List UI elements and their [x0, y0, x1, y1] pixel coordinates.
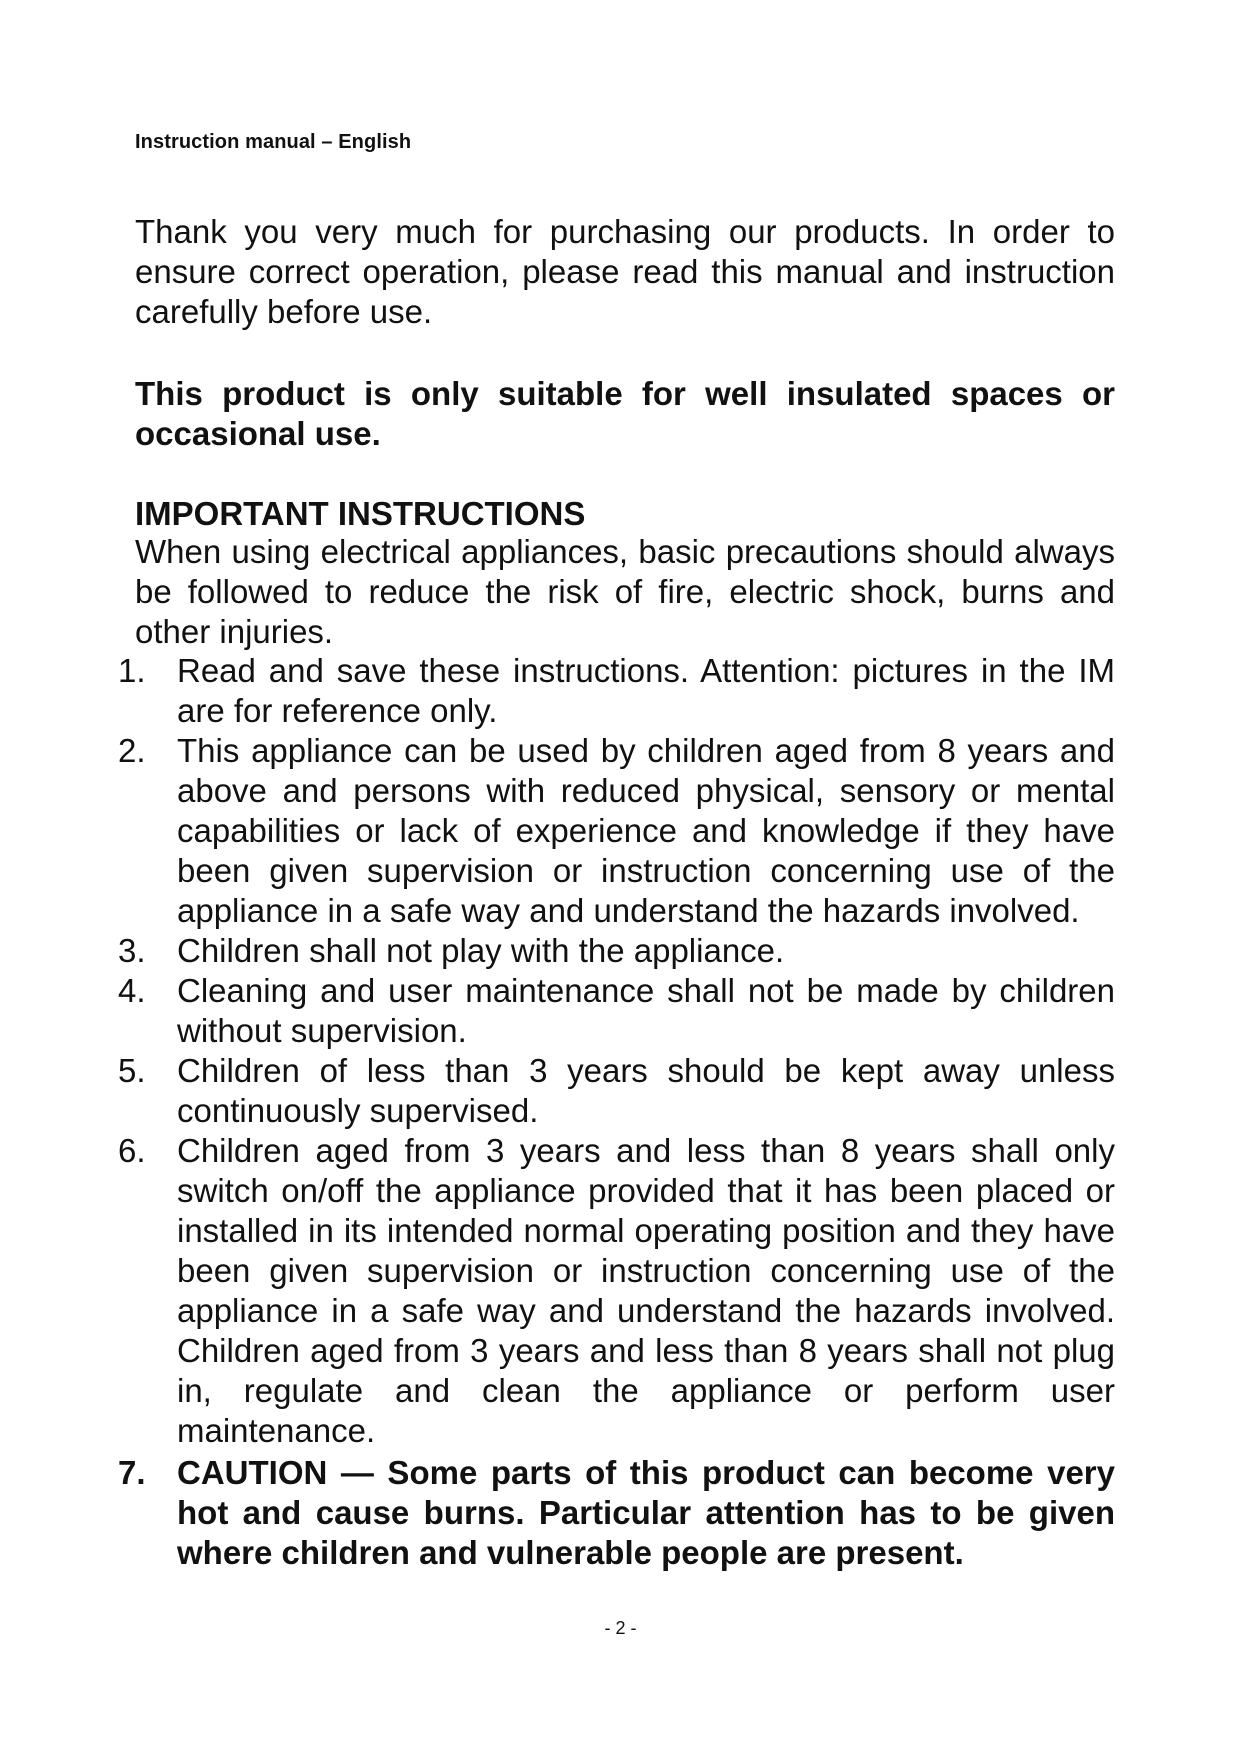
document-header: Instruction manual – English [135, 131, 412, 153]
suitability-notice: This product is only suitable for well insulated spaces or occasional use. [135, 375, 1115, 452]
intro-paragraph: Thank you very much for purchasing our products. In order to ensure correct operation, please read this manual and instruction carefully before use. [135, 213, 1115, 330]
list-item-number: 6. [118, 1132, 146, 1169]
list-item-number: 3. [118, 932, 146, 969]
list-item-text: Children of less than 3 years should be kept away unless continuously supervised. [177, 1052, 1115, 1129]
list-item-text: This appliance can be used by children aged from 8 years and above and persons with reduced physical, sensory or mental capabilities or lack of experience and knowledge if they have been given supervision or instruction concerning use of the appliance in a safe way and understand the hazards involved. [177, 732, 1115, 929]
list-item-number: 7. [118, 1454, 146, 1491]
list-item-text: Children aged from 3 years and less than 8 years shall only switch on/off the appliance provided that it has been placed or installed in its intended normal operating position and they have been given supervision or instruction concerning use of the appliance in a safe way and understand the hazards involved. Children aged from 3 years and less than 8 years shall not plug in, regulate and clean the appliance or perform user maintenance. [177, 1132, 1115, 1449]
list-item-number: 2. [118, 732, 146, 769]
list-item-number: 4. [118, 972, 146, 1009]
list-item [118, 931, 1115, 971]
caution-item [118, 1453, 1115, 1573]
list-item-text: Children shall not play with the appliance. [177, 932, 785, 969]
list-item-text: Read and save these instructions. Attention: pictures in the IM are for reference only. [177, 652, 1115, 729]
list-item [118, 971, 1115, 1051]
important-instructions-heading: IMPORTANT INSTRUCTIONS [135, 495, 586, 532]
list-item-number: 1. [118, 652, 146, 689]
list-item [118, 731, 1115, 931]
list-item [118, 1051, 1115, 1131]
caution-text: CAUTION — Some parts of this product can become very hot and cause burns. Particular attention has to be given where children and vulnerable people are present. [177, 1454, 1115, 1571]
page-number: - 2 - [604, 1618, 637, 1638]
list-item [118, 651, 1115, 731]
instructions-list [118, 651, 1115, 1573]
list-item [118, 1131, 1115, 1451]
precautions-paragraph: When using electrical appliances, basic precautions should always be followed to reduce the risk of fire, electric shock, burns and other injuries. [135, 533, 1115, 650]
list-item-number: 5. [118, 1052, 146, 1089]
list-item-text: Cleaning and user maintenance shall not be made by children without supervision. [177, 972, 1115, 1049]
